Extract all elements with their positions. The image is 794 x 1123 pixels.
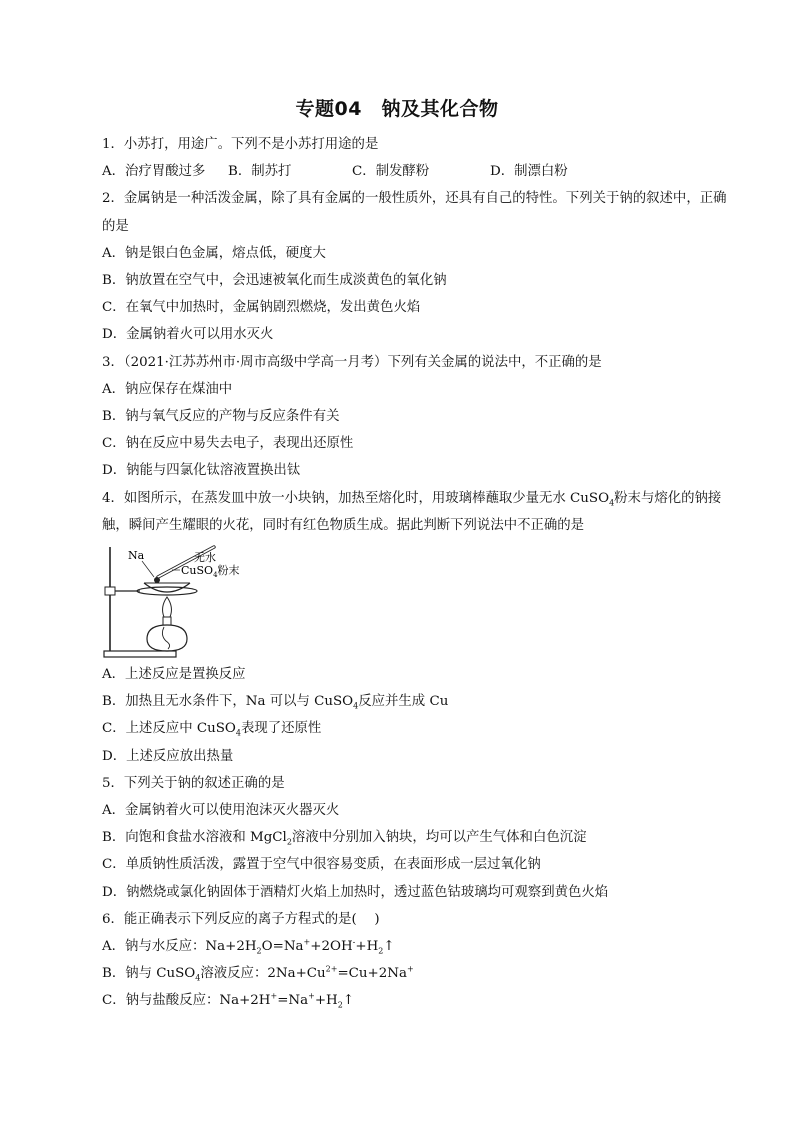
question-2-option-a: A．钠是银白色金属，熔点低，硬度大: [102, 245, 326, 261]
sodium-leader-line: [142, 561, 154, 577]
question-3-option-a: A．钠应保存在煤油中: [102, 381, 233, 397]
question-4-option-b-part-a: B．加热且无水条件下，Na 可以与 CuSO: [102, 694, 354, 710]
question-4-stem-subscript: 4: [609, 498, 615, 508]
q6a-text-5: ↑: [383, 939, 395, 955]
q6b-sup-2: +: [406, 964, 414, 974]
q6a-text-3: +2OH: [310, 939, 353, 955]
q6b-text-3: =Cu+2Na: [337, 966, 407, 982]
question-2-option-b: B．钠放置在空气中，会迅速被氧化而生成淡黄色的氧化钠: [102, 273, 447, 289]
q6b-sup-1: 2+: [325, 964, 338, 974]
q6a-sub-2: 2: [378, 946, 384, 956]
stand-base-shape: [104, 651, 176, 657]
question-1-option-b: B．制苏打: [228, 164, 292, 180]
question-5-option-a: A．金属钠着火可以使用泡沫灭火器灭火: [102, 803, 340, 819]
question-2-option-d: D．金属钠着火可以用水灭火: [102, 327, 274, 343]
question-4-stem-part-b: 粉末与熔化的钠接触，瞬间产生耀眼的火花，同时有红色物质生成。据此判断下列说法中不正确的是: [102, 490, 722, 533]
q6c-sub-1: 2: [337, 1001, 343, 1011]
question-4-option-b-part-b: 反应并生成 Cu: [358, 694, 449, 710]
question-4-option-d: D．上述反应放出热量: [102, 748, 234, 764]
question-5-option-b-part-b: 溶液中分别加入钠块，均可以产生气体和白色沉淀: [291, 830, 587, 846]
q6c-sup-2: +: [308, 992, 315, 1002]
question-3-option-d: D．钠能与四氯化钛溶液置换出钛: [102, 463, 301, 479]
cuso4-label-subscript: 4: [213, 571, 218, 580]
question-4-option-c-part-b: 表现了还原性: [240, 721, 322, 737]
question-1-option-a: A．治疗胃酸过多: [102, 164, 206, 180]
question-list: [102, 131, 732, 1015]
alcohol-lamp-shape: [147, 625, 187, 651]
question-4-stem: [102, 485, 732, 539]
question-5-option-c: C．单质钠性质活泼，露置于空气中很容易变质，在表面形成一层过氧化钠: [102, 857, 541, 873]
page-title: 专题04 钠及其化合物: [295, 98, 499, 120]
clamp-shape: [105, 587, 115, 595]
anhydrous-label: 无水: [194, 551, 216, 565]
q6a-text-2: O=Na: [261, 939, 304, 955]
question-3-option-b: B．钠与氧气反应的产物与反应条件有关: [102, 409, 340, 425]
q6c-text-2: =Na: [277, 993, 309, 1009]
burner-neck-shape: [163, 617, 171, 625]
apparatus-diagram: [102, 539, 282, 661]
lamp-wick-shape: [162, 627, 169, 649]
q6a-sub-1: 2: [256, 946, 262, 956]
sodium-piece-shape: [154, 577, 160, 583]
question-4-option-c-subscript: 4: [235, 729, 241, 739]
question-6-stem: 6．能正确表示下列反应的离子方程式的是( ): [102, 911, 380, 927]
q6c-sup-1: +: [270, 992, 278, 1002]
question-2-option-c: C．在氧气中加热时，金属钠剧烈燃烧，发出黄色火焰: [102, 300, 421, 316]
q6a-sup-2: -: [352, 937, 356, 947]
question-2-stem: 2．金属钠是一种活泼金属，除了具有金属的一般性质外，还具有自己的特性。下列关于钠的叙述中，正确的是: [102, 191, 727, 234]
cuso4-label-part-a: CuSO: [181, 564, 214, 578]
question-4-option-b-subscript: 4: [353, 701, 359, 711]
q6b-text-2: 溶液反应：2Na+Cu: [200, 966, 326, 982]
question-1-option-d: D．制漂白粉: [490, 164, 568, 180]
question-6-option-a: [102, 933, 732, 960]
question-1-option-c: C．制发酵粉: [352, 164, 430, 180]
question-5-stem: 5．下列关于钠的叙述正确的是: [102, 775, 285, 791]
q6c-text-3: +H: [314, 993, 338, 1009]
q6a-sup-1: +: [303, 937, 311, 947]
question-4-stem-part-a: 4．如图所示，在蒸发皿中放一小块钠，加热至熔化时，用玻璃棒蘸取少量无水 CuSO: [102, 490, 610, 506]
question-5-option-b-part-a: B．向饱和食盐水溶液和 MgCl: [102, 830, 287, 846]
cuso4-powder-label: [181, 563, 240, 579]
question-4-option-c: [102, 715, 732, 742]
question-3-option-c: C．钠在反应中易失去电子，表现出还原性: [102, 436, 354, 452]
question-4-option-b: [102, 688, 732, 715]
question-1-options: [102, 158, 732, 185]
q6b-text-1: B．钠与 CuSO: [102, 966, 196, 982]
question-1-stem: 1．小苏打，用途广。下列不是小苏打用途的是: [102, 137, 379, 152]
q6c-text-1: C．钠与盐酸反应：Na+2H: [102, 993, 271, 1009]
flame-shape: [163, 597, 172, 617]
cuso4-label-part-b: 粉末: [217, 564, 240, 578]
q6b-sub-1: 4: [195, 973, 201, 983]
q6c-text-4: ↑: [342, 993, 355, 1009]
apparatus-figure: [102, 539, 732, 661]
question-5-option-d: D．钠燃烧或氯化钠固体于酒精灯火焰上加热时，透过蓝色钴玻璃均可观察到黄色火焰: [102, 884, 609, 900]
question-5-option-b: [102, 824, 732, 851]
question-4-option-c-part-a: C．上述反应中 CuSO: [102, 721, 236, 737]
question-6-option-c: [102, 987, 732, 1014]
question-6-option-b: [102, 960, 732, 987]
sodium-label: Na: [128, 549, 145, 563]
question-3-stem: 3．（2021·江苏苏州市·周市高级中学高一月考）下列有关金属的说法中，不正确的是: [102, 354, 602, 370]
iron-ring-shape: [137, 587, 197, 595]
question-5-option-b-subscript: 2: [286, 837, 292, 847]
q6a-text-4: +H: [355, 939, 379, 955]
question-4-option-a: A．上述反应是置换反应: [102, 667, 246, 683]
q6a-text-1: A．钠与水反应：Na+2H: [102, 939, 257, 955]
